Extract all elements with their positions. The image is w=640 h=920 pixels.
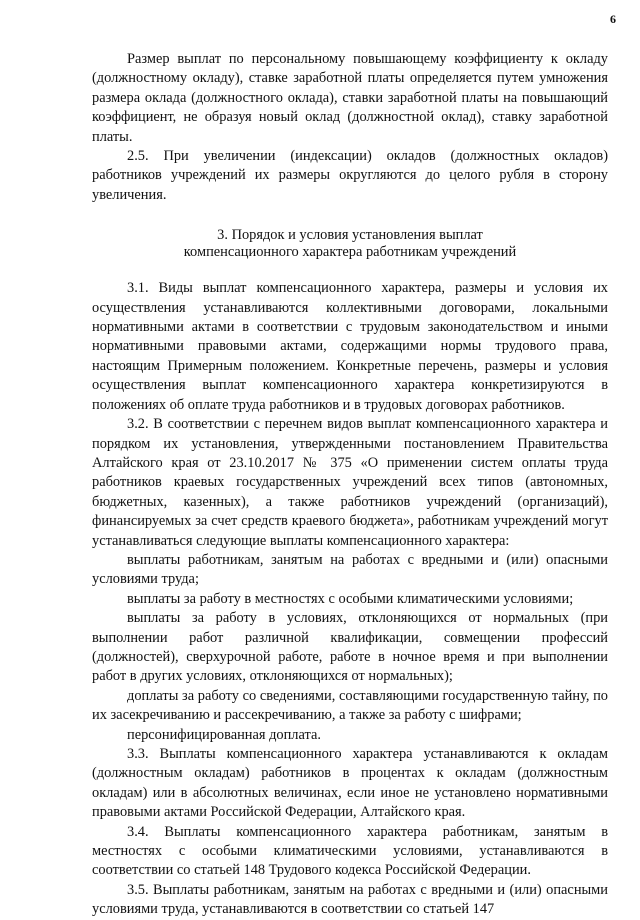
paragraph-3-2: 3.2. В соответствии с перечнем видов выплат компенсационного характера и порядком их установления, утвержденными постановлением Правительства Алтайского края от 23.10.2017 № 375 «О применении систем оплаты труда работников краевых государственных учреждений всех типов (автономных, бюджетных, казенных), а также работников учреждений (организаций), финансируемых за счет средств краевого бюджета», работникам учреждений могут устанавливаться следующие выплаты компенсационного характера: bbox=[92, 416, 608, 549]
section-3-heading-line2: компенсационного характера работникам учреждений bbox=[183, 244, 517, 261]
section-3-heading-line1: 3. Порядок и условия установления выплат bbox=[217, 227, 483, 244]
paragraph-2-5: 2.5. При увеличении (индексации) окладов (должностных окладов) работников учреждений их размеры округляются до целого рубля в сторону увеличения. bbox=[92, 148, 608, 203]
paragraph-3-1: 3.1. Виды выплат компенсационного характера, размеры и условия их осуществления устанавливаются коллективными договорами, локальными нормативными актами в соответствии с трудовым законодательством и иными нормативными правовыми актами, содержащими нормы трудового права, настоящим Примерным положением. Конкретные перечень, размеры и условия осуществления выплат компенсационного характера конкретизируются в положениях об оплате труда работников и в трудовых договорах работников. bbox=[92, 280, 608, 413]
paragraph-3-5: 3.5. Выплаты работникам, занятым на работах с вредными и (или) опасными условиями труда, устанавливаются в соответствии со статьей 147 bbox=[92, 881, 608, 918]
list-item-harmful-conditions: выплаты работникам, занятым на работах с вредными и (или) опасными условиями труда; bbox=[92, 551, 608, 588]
list-item-climatic-conditions: выплаты за работу в местностях с особыми климатическими условиями; bbox=[127, 590, 574, 607]
section-3-heading bbox=[92, 227, 608, 261]
list-item-abnormal-conditions: выплаты за работу в условиях, отклоняющихся от нормальных (при выполнении работ различной квалификации, совмещении профессий (должностей), сверхурочной работе, работе в ночное время и при выполнении работ в других условиях, отклоняющихся от нормальных); bbox=[92, 610, 608, 685]
paragraph-3-3: 3.3. Выплаты компенсационного характера устанавливаются к окладам (должностным окладам) работников в процентах к окладам (должностным окладам) или в абсолютных величинах, если иное не установлено нормативными правовыми актами Российской Федерации, Алтайского края. bbox=[92, 746, 608, 821]
list-item-personal-bonus: персонифицированная доплата. bbox=[127, 726, 321, 743]
paragraph-coefficient-payments: Размер выплат по персональному повышающему коэффициенту к окладу (должностному окладу), ставке заработной платы определяется путем умножения размера оклада (должностного оклада), ставки заработной платы на повышающий коэффициент, не образуя новый оклад (должностной оклад), ставку заработной платы. bbox=[92, 51, 608, 145]
page-number: 6 bbox=[610, 12, 616, 26]
document-body bbox=[92, 50, 608, 920]
list-item-state-secret: доплаты за работу со сведениями, составляющими государственную тайну, по их засекречиванию и рассекречиванию, а также за работу с шифрами; bbox=[92, 687, 608, 724]
paragraph-3-4: 3.4. Выплаты компенсационного характера работникам, занятым в местностях с особыми климатическими условиями, устанавливаются в соответствии со статьей 148 Трудового кодекса Российской Федерации. bbox=[92, 823, 608, 879]
